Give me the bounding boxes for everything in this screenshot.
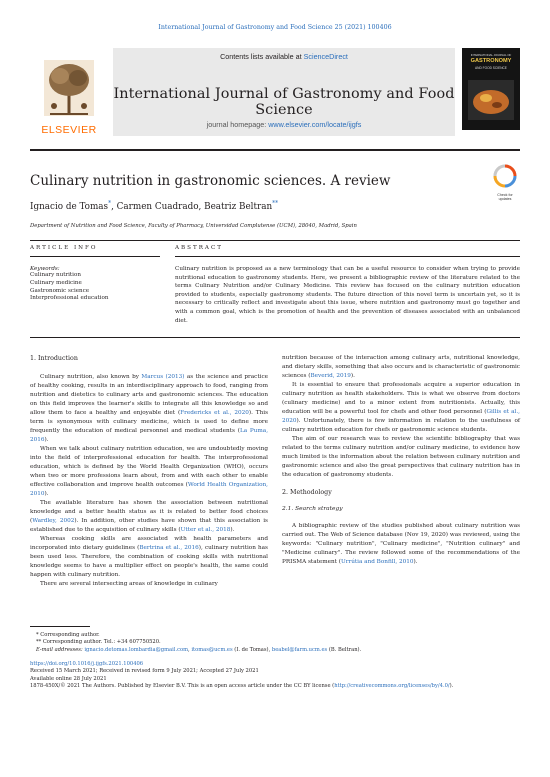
affiliation: Department of Nutrition and Food Science, Faculty of Pharmacy, Universidad Complutense (UCM), 28040, Madrid, Spain: [30, 223, 357, 229]
citation-link[interactable]: Gillis et al., 2020: [282, 409, 520, 424]
citation-link[interactable]: Beverid, 2019: [310, 373, 351, 379]
doi-link[interactable]: https://doi.org/10.1016/j.ijgfs.2021.100406: [30, 661, 144, 667]
abstract-text: Culinary nutrition is proposed as a new terminology that can be a useful resource to consider when trying to provide nutritional education to gastronomy students. Here, we present a bibliographic review of the literature related to the terms Culinary Nutrition and/or Culinary Medicine. This review has focused on the culinary nutrition education provided to students, especially gastronomy students. The future direction of this novel term is uncertain yet, so it is necessary to critically reflect and investigate about this issue, where nutrition and gastronomy must go together and with a common goal, which is the promotion of health and the prevention of diseases associated with an unbalanced diet.: [175, 266, 520, 324]
divider: [175, 256, 520, 257]
footnote-emails: E-mail addresses: ignacio.detomas.lombardia@gmail.com, itomas@ucm.es (I. de Tomas), beabel@farm.ucm.es (B. Beltran).: [36, 646, 362, 653]
online-date: Available online 28 July 2021: [30, 675, 107, 682]
elsevier-tree-icon: [30, 56, 108, 122]
badge-line1: Check for: [497, 193, 513, 197]
masthead-rule: [30, 149, 520, 151]
paragraph: nutrition because of the interaction among culinary arts, nutritional knowledge, and dietary skills, something that also occurs and is characteristic of gastronomic sciences (Beverid, 2019).: [282, 355, 520, 379]
right-column: [282, 354, 520, 567]
paragraph: There are several intersecting areas of knowledge in culinary: [40, 581, 218, 587]
citation-link[interactable]: Utter et al., 2018: [180, 527, 231, 533]
paragraph: Culinary nutrition, also known by Marcus (2013) as the science and practice of healthy cooking, results in an interdisciplinary approach to food, ranging from nutrition and dietetics to culinary arts and gastronomic sciences. The education on this field improves the learner's skills to integrate all this knowledge so and allow them to face a healthy and enjoyable diet (Fredericks et al., 2020). This term is synonymous with culinary medicine, which is used to define more frequently the education of medical personnel and medical students (La Puma, 2016).: [30, 374, 269, 443]
keyword: Interprofessional education: [30, 295, 109, 302]
journal-cover: [462, 48, 520, 130]
author-mark[interactable]: *: [108, 200, 112, 207]
left-column: [30, 354, 268, 589]
keywords-label: Keywords:: [30, 266, 60, 272]
citation-link[interactable]: La Puma, 2016: [30, 428, 269, 443]
publication-info: [30, 661, 520, 691]
divider: [30, 240, 520, 241]
keyword: Gastronomic science: [30, 287, 90, 294]
email-link[interactable]: ignacio.detomas.lombardia@gmail.com: [84, 646, 189, 653]
cover-line2: GASTRONOMY: [470, 58, 512, 64]
footnotes: [36, 632, 520, 654]
section-heading: 1. Introduction: [30, 355, 78, 362]
cover-food-image-icon: [462, 76, 520, 128]
author-names: , Carmen Cuadrado, Beatriz Beltran: [111, 201, 273, 212]
journal-masthead: [30, 48, 520, 138]
email-link[interactable]: beabel@farm.ucm.es: [271, 646, 328, 653]
author-mark[interactable]: **: [272, 200, 279, 207]
license-link[interactable]: http://creativecommons.org/licenses/by/4.0/: [334, 683, 450, 690]
homepage-line: [113, 120, 455, 129]
citation-link[interactable]: Marcus (2013): [141, 374, 185, 380]
paragraph: It is essential to ensure that professionals acquire a superior education in culinary nutrition as health stakeholders. This is what we observe from doctors (culinary medicine) and to a minor extent from nutritionists. Actually, this education will be a powerful tool for chefs and other food personnel (Gillis et al., 2020). Unfortunately, there is few information in relation to the usefulness of culinary nutrition education for chefs or gastronomic science students.: [282, 382, 520, 433]
citation-link[interactable]: Wardley, 2002: [32, 518, 75, 524]
check-updates-icon: [490, 163, 520, 189]
publisher-name: ELSEVIER: [41, 124, 97, 136]
elsevier-logo: [30, 56, 108, 136]
keyword: Culinary nutrition: [30, 272, 81, 278]
badge-line2: updates: [498, 197, 512, 202]
cover-line1: INTERNATIONAL JOURNAL OF: [470, 53, 512, 57]
article-info-heading: ARTICLE INFO: [30, 245, 98, 251]
paragraph: Whereas cooking skills are associated with health parameters and incorporated into dietary guidelines (Bertrina et al., 2016), culinary nutrition has been used less. Therefore, the combination of cooking skills with nutritional knowledge seems to have a multiplier effect on people's health, the same could happen with culinary nutrition.: [30, 536, 268, 578]
email-link[interactable]: itomas@ucm.es: [191, 646, 233, 653]
divider: [30, 337, 520, 338]
keyword: Culinary medicine: [30, 279, 82, 286]
author-name[interactable]: Ignacio de Tomas: [30, 201, 109, 212]
contents-prefix: Contents lists available at: [220, 52, 304, 61]
homepage-link[interactable]: www.elsevier.com/locate/ijgfs: [268, 120, 362, 129]
paragraph: When we talk about culinary nutrition education, we are undoubtedly moving into the field of interprofessional education for health. The interprofessional education, which is defined by the World Health Organization (WHO), occurs when two or more professions learn about, from and with each other to enable effective collaboration and improve health outcomes (World Health Organization, 2010).: [30, 446, 268, 497]
abstract-heading: ABSTRACT: [175, 245, 223, 251]
citation-link[interactable]: Bertrina et al., 2016: [139, 545, 199, 551]
keywords-block: [30, 266, 165, 303]
license-line: 1878-450X/© 2021 The Authors. Published by Elsevier B.V. This is an open access article under the CC BY license (http://creativecommons.org/licenses/by/4.0/).: [30, 683, 454, 690]
paragraph: The available literature has shown the association between nutritional knowledge and a better health status as it is related to better food choices (Wardley, 2002). In addition, other studies have shown that this association is established due to the acquisition of culinary skills (Utter et al., 2018).: [30, 500, 268, 533]
homepage-prefix: journal homepage:: [206, 120, 269, 129]
received-dates: Received 15 March 2021; Received in revised form 9 July 2021; Accepted 27 July 2021: [30, 668, 259, 675]
article-title: Culinary nutrition in gastronomic sciences. A review: [30, 173, 391, 189]
footnote-rule: [30, 626, 90, 627]
check-for-updates-badge[interactable]: [490, 163, 520, 201]
author-list: [30, 200, 278, 212]
footnote: * Corresponding author.: [36, 632, 100, 638]
subsection-heading: 2.1. Search strategy: [282, 506, 343, 512]
cover-line3: AND FOOD SCIENCE: [475, 66, 507, 70]
sciencedirect-link[interactable]: ScienceDirect: [303, 52, 348, 61]
divider: [30, 256, 160, 257]
citation-link[interactable]: Fredericks et al., 2020: [180, 410, 249, 416]
contents-line: [113, 52, 455, 61]
footnote: ** Corresponding author. Tel.: +34 607750520.: [36, 639, 161, 646]
journal-title: International Journal of Gastronomy and Food Science: [113, 86, 455, 118]
citation-link[interactable]: World Health Organization, 2010: [30, 482, 268, 497]
running-header: International Journal of Gastronomy and Food Science 25 (2021) 100406: [158, 24, 392, 31]
paragraph: The aim of our research was to review the scientific bibliography that was related to the terms culinary nutrition and/or culinary medicine, to evidence how much limited is the information about the relation between culinary nutrition and gastronomic science and also the great perspectives that culinary nutrition has in the education of gastronomy students.: [282, 436, 520, 478]
citation-link[interactable]: Urrútia and Bonfill, 2010: [340, 559, 414, 565]
paragraph: A bibliographic review of the studies published about culinary nutrition was carried out. The Web of Science database (Nov 19, 2020) was reviewed, using the keywords: "Culinary nutrition", "Culinary medicine", "Nutrition culinary" and "Medicine culinary". The review followed some of the recommendations of the PRISMA statement (Urrútia and Bonfill, 2010).: [282, 523, 520, 565]
journal-banner: [113, 48, 455, 136]
section-heading: 2. Methodology: [282, 489, 332, 496]
